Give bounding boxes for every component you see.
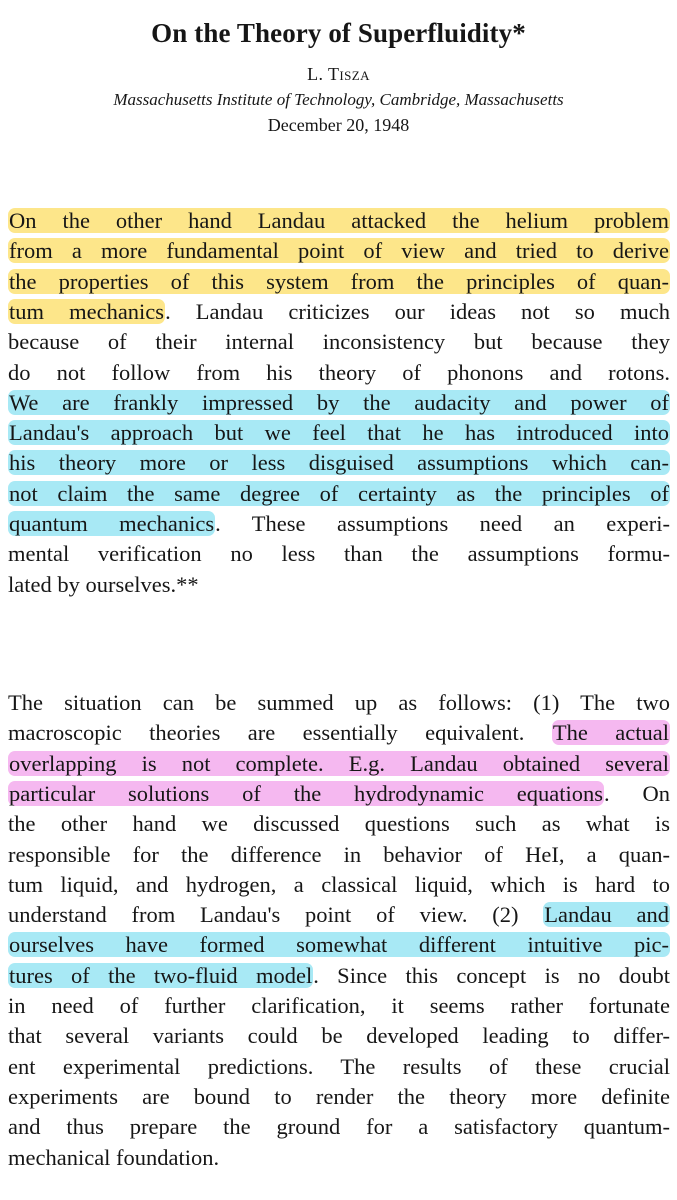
highlight-cyan: his theory more or less disguised assumptions which can- xyxy=(9,450,669,476)
text-span: that several variants could be developed leading to differ- xyxy=(8,1023,670,1049)
text-line xyxy=(8,900,670,930)
text-line xyxy=(8,749,670,779)
text-span: mental verification no less than the assumptions formu- xyxy=(8,541,670,567)
highlight-cyan: not claim the same degree of certainty as the principles of xyxy=(9,480,669,506)
paper-date: December 20, 1948 xyxy=(267,115,410,135)
text-line xyxy=(8,1082,670,1112)
text-line xyxy=(8,267,670,297)
text-line xyxy=(8,688,670,718)
text-line xyxy=(8,479,670,509)
text-line xyxy=(8,236,670,266)
text-line xyxy=(8,1052,670,1082)
highlight-cyan: We are frankly impressed by the audacity and power of xyxy=(9,389,669,415)
text-line xyxy=(8,388,670,418)
text-span: ent experimental predictions. The results of these crucial xyxy=(8,1053,670,1079)
text-line xyxy=(8,840,670,870)
text-span: . Since this concept is no doubt xyxy=(313,962,670,988)
text-line xyxy=(8,358,670,388)
text-line xyxy=(8,570,670,600)
author-affiliation: Massachusetts Institute of Technology, Cambridge, Massachusetts xyxy=(113,90,564,109)
text-span: in need of further clarification, it seems rather fortunate xyxy=(8,993,670,1018)
text-line xyxy=(8,809,670,839)
highlight-cyan: ourselves have formed somewhat different intuitive pic- xyxy=(9,932,669,958)
text-span: and thus prepare the ground for a satisfactory quantum- xyxy=(8,1114,670,1140)
text-span: do not follow from his theory of phonons and rotons. xyxy=(8,359,670,385)
highlight-magenta: overlapping is not complete. E.g. Landau obtained several xyxy=(9,750,669,776)
text-span: mechanical foundation. xyxy=(8,1144,220,1170)
text-line xyxy=(8,448,670,478)
author-name: L. Tisza xyxy=(307,64,370,84)
highlight-magenta: The actual xyxy=(552,720,669,746)
text-span: because of their internal inconsistency but because they xyxy=(8,329,670,355)
text-line xyxy=(8,539,670,569)
text-span: responsible for the difference in behavior of HeI, a quan- xyxy=(8,841,670,867)
text-line xyxy=(8,779,670,809)
text-line xyxy=(8,991,670,1021)
text-line xyxy=(8,418,670,448)
text-span: . Landau criticizes our ideas not so much xyxy=(165,298,670,324)
text-line xyxy=(8,327,670,357)
text-line xyxy=(8,930,670,960)
text-span: lated by ourselves.** xyxy=(8,571,199,597)
highlight-yellow: tum mechanics xyxy=(9,298,165,324)
text-span: understand from Landau's point of view. (2) xyxy=(8,902,544,928)
text-span: The situation can be summed up as follows: (1) The two xyxy=(8,690,670,715)
text-line xyxy=(8,509,670,539)
text-line xyxy=(8,1143,670,1173)
highlight-yellow: On the other hand Landau attacked the helium problem xyxy=(9,208,669,233)
paper-title: On the Theory of Superfluidity* xyxy=(151,18,526,48)
highlight-cyan: Landau and xyxy=(544,902,669,928)
text-line xyxy=(8,297,670,327)
highlight-magenta: particular solutions of the hydrodynamic equations xyxy=(9,780,604,806)
text-span: . These assumptions need an experi- xyxy=(215,511,670,536)
text-span: macroscopic theories are essentially equivalent. xyxy=(8,720,552,746)
text-line xyxy=(8,961,670,991)
text-line xyxy=(8,718,670,748)
text-span: tum liquid, and hydrogen, a classical liquid, which is hard to xyxy=(8,871,670,897)
text-line xyxy=(8,1112,670,1142)
text-line xyxy=(8,870,670,900)
text-span: experiments are bound to render the theory more definite xyxy=(8,1083,670,1109)
text-line xyxy=(8,206,670,236)
text-span: . On xyxy=(604,780,670,806)
highlight-cyan: tures of the two-fluid model xyxy=(9,962,313,988)
highlight-cyan: quantum mechanics xyxy=(9,511,215,536)
highlight-yellow: from a more fundamental point of view and tried to derive xyxy=(9,238,669,264)
text-line xyxy=(8,1021,670,1051)
highlight-cyan: Landau's approach but we feel that he has introduced into xyxy=(9,420,669,446)
highlight-yellow: the properties of this system from the principles of quan- xyxy=(9,268,669,294)
text-span: the other hand we discussed questions such as what is xyxy=(8,811,670,837)
